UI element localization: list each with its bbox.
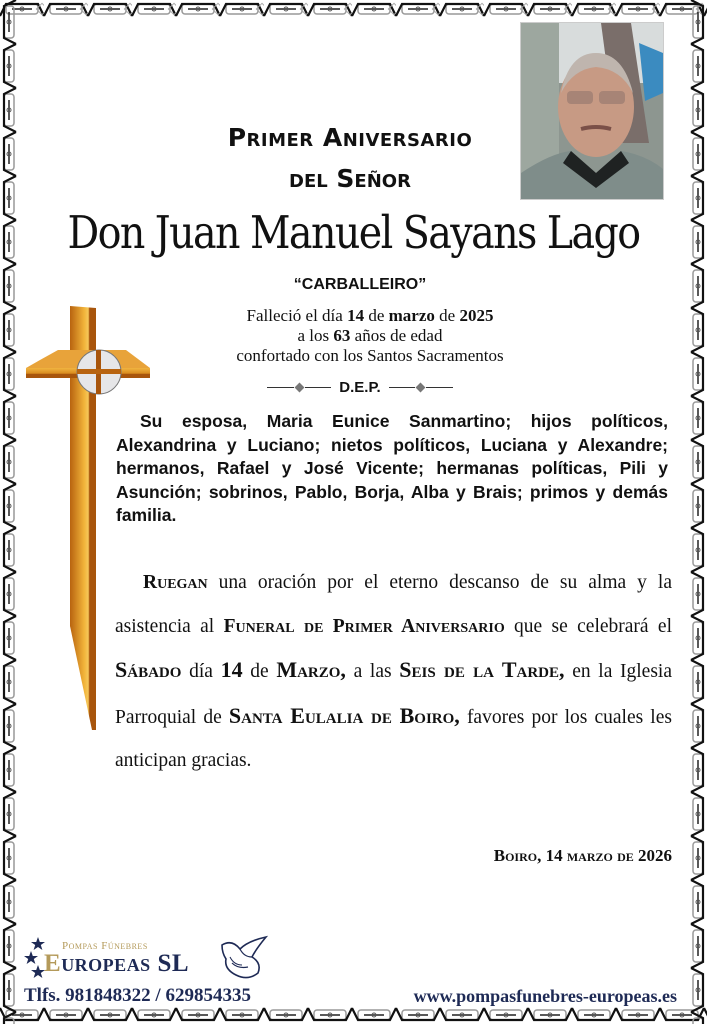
heading-primer-aniversario: Primer Aniversario xyxy=(227,123,473,152)
portrait-photo xyxy=(520,22,664,200)
family-paragraph: Su esposa, Maria Eunice Sanmartino; hijos políticos, Alexandrina y Luciano; nietos políticos, Luciana y Alexandre; hermanos, Rafael y José Vicente; hermanas políticas, Pili y Asunción; sobrinos, Pablo, Borja, Alba y Brais; primos y demás familia. xyxy=(116,411,668,525)
website-link[interactable]: www.pompasfunebres-europeas.es xyxy=(413,986,677,1006)
company-logo xyxy=(22,935,282,985)
deceased-nickname: “CARBALLEIRO” xyxy=(293,276,427,293)
company-name: Europeas SL xyxy=(44,950,190,977)
dep-label: D.E.P. xyxy=(339,378,381,396)
death-info xyxy=(160,306,580,366)
portrait-image xyxy=(521,23,663,199)
ornament-line-left xyxy=(267,384,331,391)
contact-phones: Tlfs. 981848322 / 629854335 xyxy=(24,985,251,1006)
funeral-request-paragraph: Ruegan una oración por el eterno descanso de su alma y la asistencia al Funeral de Primer Aniversario que se celebrará el Sábado día 14 de Marzo, a las Seis de la Tarde, en la Iglesia Parroquial de Santa Eulalia de Boiro, favores por los cuales les anticipan gracias. xyxy=(115,572,673,771)
heading-del-senor: del Señor xyxy=(289,164,411,193)
dep-divider xyxy=(240,377,480,397)
ornament-line-right xyxy=(389,384,453,391)
decorative-border-top xyxy=(0,0,707,22)
sacraments-line: confortado con los Santos Sacramentos xyxy=(236,346,504,365)
decorative-border-right xyxy=(685,0,707,1024)
age-line: a los 63 años de edad xyxy=(297,326,443,345)
place-date-signature: Boiro, 14 marzo de 2026 xyxy=(493,846,672,865)
dove-icon xyxy=(218,935,274,981)
deceased-name: Don Juan Manuel Sayans Lago xyxy=(67,206,640,259)
company-tagline: Pompas Fúnebres xyxy=(62,940,148,952)
decorative-border-left xyxy=(0,0,22,1024)
death-date-line: Falleció el día 14 de marzo de 2025 xyxy=(246,306,494,325)
